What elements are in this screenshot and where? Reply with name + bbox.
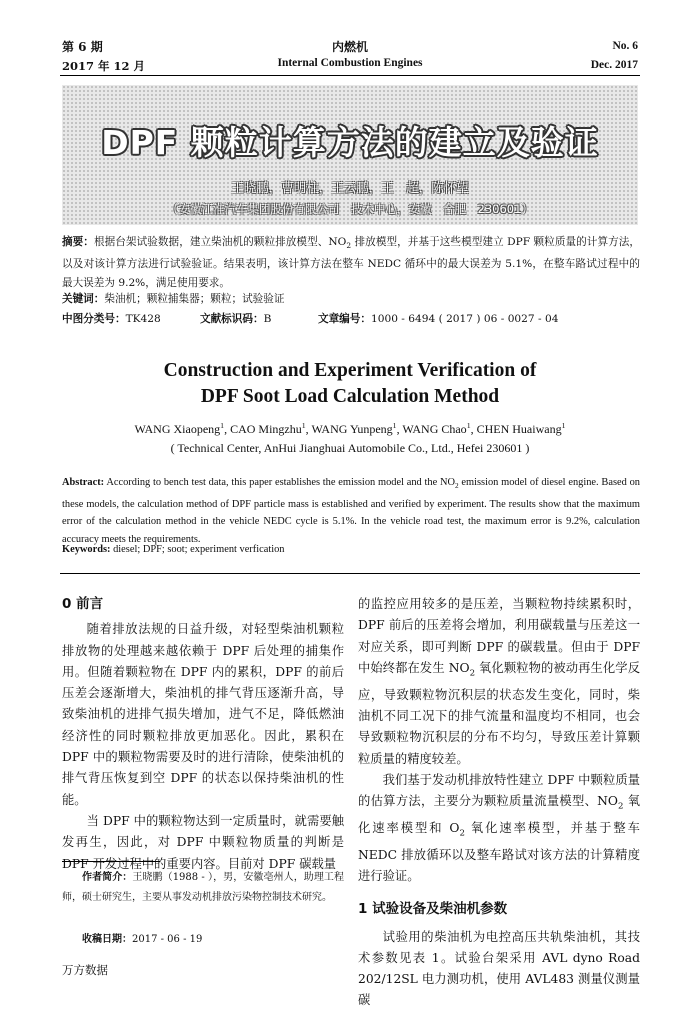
doc-code [200, 311, 271, 326]
footer-source: 万方数据 [62, 963, 108, 977]
paragraph-text: 氧化速率模型和 O [358, 794, 640, 835]
paragraph: 随着排放法规的日益升级，对轻型柴油机颗粒排放物的处理越来越依赖于 DPF 后处理的捕集作用。但随着颗粒物在 DPF 内的累积，DPF 的前后压差会逐渐增大，柴油机的排气背压逐渐升高，导致柴油机的进排气损失增加，进气不足，降低燃油经济性的同时颗粒排放更加恶化。因此，累积在 DPF 中的颗粒物需要及时的进行清除，使柴油机的排气背压恢复到空 DPF 的状态以保持柴油机的性能。 [62, 622, 344, 807]
affiliation-en: ( Technical Center, AnHui Jianghuai Automobile Co., Ltd., Hefei 230601 ) [170, 441, 530, 455]
affil-mark: 1 [466, 421, 471, 430]
header-rule [60, 75, 640, 76]
clc-number [62, 311, 161, 326]
author-en: CHEN Huaiwang [476, 422, 562, 436]
issue-date-cn: 2017 年 12 月 [62, 59, 146, 73]
paragraph: 当 DPF 中的颗粒物达到一定质量时，就需要触发再生，因此，对 DPF 中颗粒物质量的判断是 DPF 开发过程中的重要内容。目前对 DPF 碳载量 [62, 813, 344, 871]
section-1-heading: 1 试验设备及柴油机参数 [358, 901, 508, 918]
paragraph-text: 氧化速率模型，并基于整车 NEDC 排放循环以及整车路试对该方法的计算精度进行验证。 [358, 820, 640, 883]
affil-mark: 1 [301, 421, 306, 430]
keywords-en-text: diesel; DPF; soot; experiment verfication [113, 544, 285, 555]
abstract-en-text-a: According to bench test data, this paper establishes the emission model and the NO [106, 477, 455, 488]
authors-cn: 王晓鹏，曹明柱，王云鹏，王 超，陈怀望 [231, 180, 469, 195]
subscript: 2 [459, 828, 465, 839]
affil-mark: 1 [561, 421, 566, 430]
clc-label: 中图分类号： [62, 313, 126, 325]
received-date [62, 930, 344, 950]
article-number [318, 311, 558, 326]
subscript: 2 [469, 668, 476, 679]
keywords-cn-text: 柴油机；颗粒捕集器；颗粒；试验验证 [104, 293, 285, 305]
footnote-rule [62, 861, 160, 862]
paper-title-en-line1: Construction and Experiment Verification of [163, 360, 537, 381]
keywords-en-label: Keywords: [62, 544, 111, 555]
subscript: 2 [618, 801, 624, 812]
clc-value: TK428 [125, 313, 161, 325]
author-en: WANG Yunpeng [311, 422, 393, 436]
keywords-cn-label: 关键词： [62, 293, 105, 305]
abstract-cn [62, 233, 640, 293]
article-label: 文章编号： [318, 313, 371, 325]
left-column [62, 594, 344, 875]
paper-title-en [62, 358, 638, 410]
subscript: 2 [455, 482, 459, 491]
abstract-en-text-b: emission model of diesel engine. Based on these models, the calculation method of DPF particle mass is established and verified by experiment. The results show that the maximum error of the calculation method in the vehicle NEDC cycle is 5.1%. In the vehicle road test, the maximum error is 9.2%, calculation accuracy meets the requirements. [62, 477, 640, 545]
author-bio-text: 王晓鹏（1988 - ），男，安徽亳州人，助理工程师，硕士研究生，主要从事发动机排放污染物控制技术研究。 [62, 872, 345, 903]
author-en: CAO Mingzhu [230, 422, 302, 436]
paragraph-text: 氧化颗粒物的被动再生化学反应，导致颗粒物沉积层的状态发生变化，同时，柴油机不同工况下的排气流量和温度均不相同，也会导致颗粒物沉积层的分布不均匀，导致压差计算颗粒质量的精度较差。 [358, 660, 640, 766]
received-date-value: 2017 - 06 - 19 [132, 934, 203, 945]
journal-name-en: Internal Combustion Engines [277, 57, 423, 69]
doc-label: 文献标识码： [200, 313, 264, 325]
affil-mark: 1 [392, 421, 397, 430]
doc-value: B [263, 313, 272, 325]
keywords-cn [62, 291, 284, 306]
paper-title-en-line2: DPF Soot Load Calculation Method [200, 386, 500, 407]
keywords-en [62, 544, 285, 555]
issue-date-en: Dec. 2017 [590, 59, 638, 71]
received-date-label: 收稿日期： [82, 934, 132, 945]
affiliation-cn: （安徽江淮汽车集团股份有限公司 技术中心，安徽 合肥 230601） [167, 202, 533, 216]
abstract-cn-label: 摘要： [62, 236, 94, 248]
right-column [358, 594, 640, 1012]
subscript: 2 [346, 241, 352, 251]
section-rule [60, 573, 640, 574]
paragraph [358, 770, 640, 887]
authors-en: WANG Xiaopeng$^1$, CAO Mingzhu$^1$, WANG Yunpeng$^1$, WANG Chao$^1$, CHEN Huaiwang$^1$ [134, 421, 566, 436]
journal-name-cn: 内燃机 [331, 40, 368, 54]
abstract-cn-text-a: 根据台架试验数据，建立柴油机的颗粒排放模型、NO [93, 236, 347, 248]
paragraph-text: 的监控应用较多的是压差，当颗粒物持续累积时，DPF 前后的压差将会增加，利用碳载量与压差这一对应关系，即可判断 DPF 的碳载量。但由于 DPF 中始终都在发生 NO [358, 597, 640, 675]
abstract-en [62, 474, 640, 548]
section-0-heading: 0 前言 [62, 596, 104, 612]
abstract-cn-text-b: 排放模型，并基于这些模型建立 DPF 颗粒质量的计算方法，以及对该计算方法进行试验验证。结果表明，该计算方法在整车 NEDC 循环中的最大误差为 5.1%，在整车路试过程中的最大误差为 9.2%，满足使用要求。 [62, 236, 641, 290]
issue-number-en: No. 6 [612, 40, 638, 52]
paragraph [358, 594, 640, 770]
author-bio [62, 868, 344, 908]
paragraph: 试验用的柴油机为电控高压共轨柴油机，其技术参数见表 1。试验台架采用 AVL dyno Road 202/12SL 电力测功机，使用 AVL483 测量仪测量碳 [358, 929, 640, 1008]
affil-mark: 1 [220, 421, 225, 430]
issue-number-cn: 第 6 期 [62, 40, 103, 54]
author-en: WANG Xiaopeng [134, 422, 221, 436]
author-en: WANG Chao [402, 422, 467, 436]
article-value: 1000 - 6494 ( 2017 ) 06 - 0027 - 04 [370, 313, 559, 325]
paper-title-cn: DPF 颗粒计算方法的建立及验证 [101, 123, 599, 162]
author-bio-label: 作者简介： [82, 872, 133, 883]
paragraph-text: 我们基于发动机排放特性建立 DPF 中颗粒质量的估算方法，主要分为颗粒质量流量模型、NO [358, 772, 640, 809]
abstract-en-label: Abstract: [62, 477, 105, 488]
